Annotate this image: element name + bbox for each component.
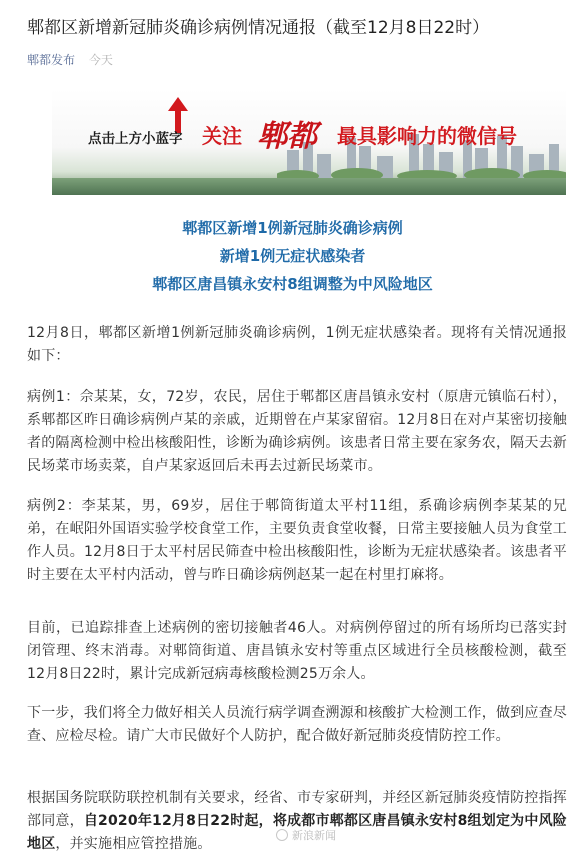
risk-adjustment-text-end: ，并实施相应管控措施。 bbox=[55, 836, 212, 852]
publish-time: 今天 bbox=[88, 53, 113, 67]
river-water bbox=[52, 178, 566, 195]
paragraph-case-2: 病例2：李某某，男，69岁，居住于郫筒街道太平村11组，系确诊病例李某某的兄弟，在岷阳外国语实验学校食堂工作，主要负责食堂收餐，日常主要接触人员为食堂工作人员。12月8日于太平村居民筛查中检出核酸阳性，诊断为无症状感染者。该患者平时主要在太平村内活动，曾与昨日确诊病例赵某一起在村里打麻将。 bbox=[27, 498, 567, 583]
paragraph-intro: 12月8日，郫都区新增1例新冠肺炎确诊病例，1例无症状感染者。现将有关情况通报如下： bbox=[27, 325, 567, 364]
paragraph-case-1: 病例1：佘某某，女，72岁，农民，居住于郫都区唐昌镇永安村（原唐元镇临石村），系郫都区昨日确诊病例卢某的亲戚，近期曾在卢某家留宿。12月8日在对卢某密切接触者的隔离检测中检出核酸阳性，诊断为确诊病例。该患者日常主要在家务农，隔天去新民场菜市场卖菜，自卢某家返回后未再去过新民场菜市。 bbox=[27, 389, 567, 474]
paragraph-risk-adjustment bbox=[27, 787, 567, 856]
banner-hint: 点击上方小蓝字 bbox=[88, 131, 183, 147]
banner-follow-text: 关注 bbox=[202, 124, 242, 148]
headline-line-2: 新增1例无症状感染者 bbox=[219, 247, 366, 265]
article-title: 郫都区新增新冠肺炎确诊病例情况通报（截至12月8日22时） bbox=[27, 18, 490, 38]
article-meta bbox=[27, 52, 113, 68]
banner-brand-logo: 郫都 bbox=[257, 119, 317, 154]
paragraph-next-steps: 下一步，我们将全力做好相关人员流行病学调查溯源和核酸扩大检测工作，做到应查尽查、应检尽检。请广大市民做好个人防护，配合做好新冠肺炎疫情防控工作。 bbox=[27, 705, 567, 744]
watermark-text: 新浪新闻 bbox=[292, 829, 336, 842]
banner-slogan: 最具影响力的微信号 bbox=[337, 124, 517, 148]
risk-adjustment-text-start: 根据国务院联防联控机制有关要求，经省、市专家研判，并经区新冠肺炎疫情防控指挥部同意， bbox=[27, 790, 567, 829]
watermark-logo-icon bbox=[276, 829, 288, 841]
risk-adjustment-bold-text: 自2020年12月8日22时起，将成都市郫都区唐昌镇永安村8组划定为中风险地区 bbox=[27, 813, 567, 852]
headline-line-3: 郫都区唐昌镇永安村8组调整为中风险地区 bbox=[152, 275, 433, 293]
paragraph-close-contacts: 目前，已追踪排查上述病例的密切接触者46人。对病例停留过的所有场所均已落实封闭管理、终末消毒。对郫筒街道、唐昌镇永安村等重点区域进行全员核酸检测，截至12月8日22时，累计完成新冠病毒核酸检测25万余人。 bbox=[27, 620, 567, 682]
source-watermark bbox=[276, 827, 336, 843]
account-name-link[interactable]: 郫都发布 bbox=[27, 53, 76, 67]
headline-line-1: 郫都区新增1例新冠肺炎确诊病例 bbox=[182, 219, 403, 237]
headline-block bbox=[0, 214, 585, 298]
follow-banner[interactable] bbox=[52, 89, 566, 195]
